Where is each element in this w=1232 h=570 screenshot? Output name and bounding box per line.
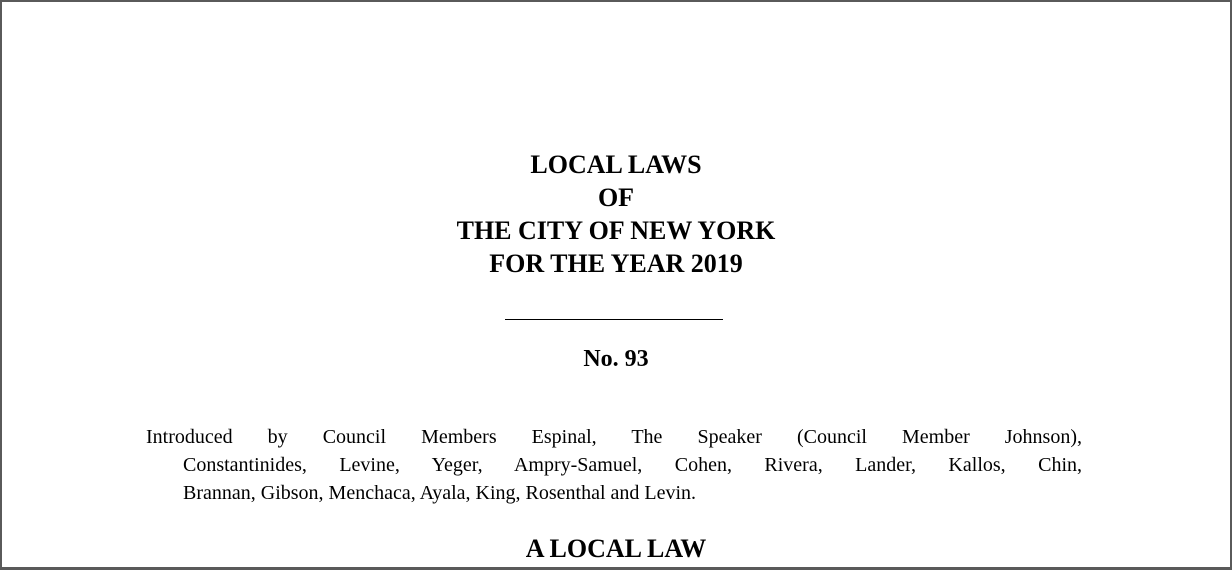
title-line-1: LOCAL LAWS: [530, 150, 702, 179]
title-line-2: OF: [597, 183, 635, 212]
introduced-by-paragraph: [146, 423, 1082, 507]
document-title: [2, 148, 1230, 280]
introduced-by-line-3: Brannan, Gibson, Menchaca, Ayala, King, Rosenthal and Levin.: [183, 482, 697, 504]
title-line-4: FOR THE YEAR 2019: [489, 249, 743, 278]
law-number: No. 93: [583, 346, 649, 372]
title-divider-rule: [505, 319, 723, 320]
title-line-3: THE CITY OF NEW YORK: [456, 216, 776, 245]
introduced-by-line-2: Constantinides, Levine, Yeger, Ampry-Samuel, Cohen, Rivera, Lander, Kallos, Chin,: [183, 454, 1082, 476]
introduced-by-line-1: Introduced by Council Members Espinal, The Speaker (Council Member Johnson),: [146, 426, 1082, 448]
section-title: A LOCAL LAW: [525, 534, 707, 563]
